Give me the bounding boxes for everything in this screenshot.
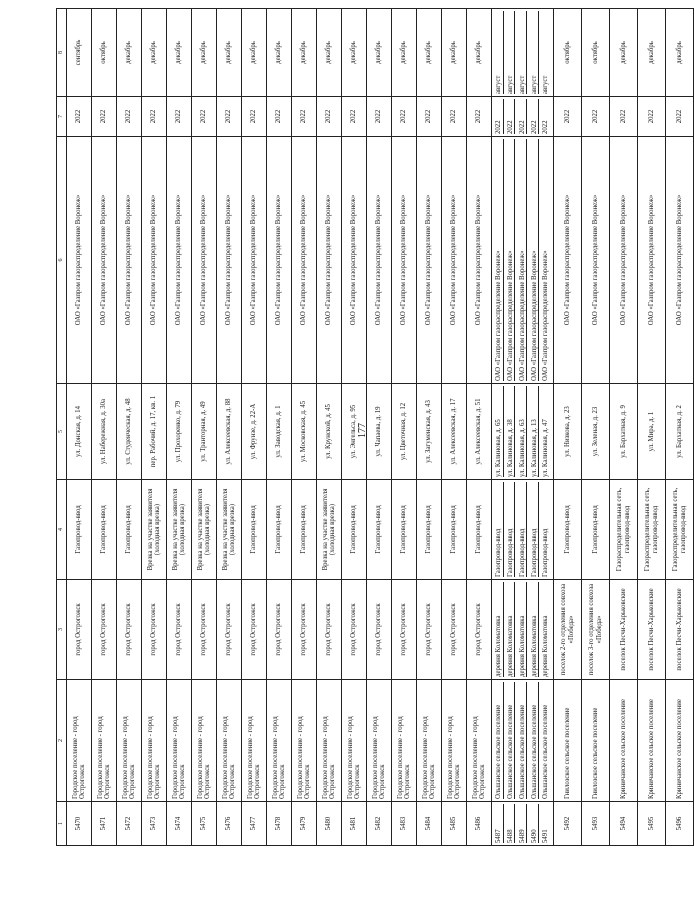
organization: ОАО «Газпром газораспределение Воронеж» xyxy=(467,137,492,384)
locality-name: город Острогожск xyxy=(367,580,392,680)
month: октябрь xyxy=(92,9,117,97)
month: декабрь xyxy=(167,9,192,97)
table-row xyxy=(417,9,442,846)
locality-name: город Острогожск xyxy=(217,580,242,680)
table-row xyxy=(217,9,242,846)
object-type: Газопровод-ввод xyxy=(117,480,142,580)
row-id: 5478 xyxy=(267,802,292,846)
row-id: 5491 xyxy=(542,829,550,843)
locality-name: деревня Коломатовка xyxy=(519,582,527,677)
locality-name: город Острогожск xyxy=(242,580,267,680)
row-id: 5484 xyxy=(417,802,442,846)
month: декабрь xyxy=(392,9,417,97)
organization: ОАО «Газпром газораспределение Воронеж» xyxy=(342,137,367,384)
organization: ОАО «Газпром газораспределение Воронеж» xyxy=(292,137,317,384)
year: 2022 xyxy=(267,97,292,137)
cell-stack-object xyxy=(492,482,553,577)
cell-stack-month xyxy=(492,11,553,94)
table-row xyxy=(442,9,467,846)
table-row xyxy=(342,9,367,846)
object-type: Врезка на участке заявителя (холодная врезка) xyxy=(317,480,342,580)
column-number: 4 xyxy=(57,480,67,580)
row-id: 5494 xyxy=(610,802,638,846)
table-row xyxy=(367,9,392,846)
object-type: Газопровод-ввод xyxy=(582,480,610,580)
cell-stack-locality xyxy=(492,582,553,677)
locality-name: город Острогожск xyxy=(67,580,92,680)
settlement-name: Городское поселение - город Острогожск xyxy=(342,680,367,802)
locality-name: город Острогожск xyxy=(267,580,292,680)
year: 2022 xyxy=(531,99,539,134)
row-id: 5489 xyxy=(519,804,527,843)
year: 2022 xyxy=(217,97,242,137)
table-body-olshanskoe xyxy=(492,9,554,846)
month: декабрь xyxy=(610,9,638,97)
gasification-table xyxy=(56,8,694,846)
row-id: 5487 xyxy=(495,804,503,843)
address: ул. Донская, д. 14 xyxy=(67,384,92,480)
object-type: Газопровод-ввод xyxy=(507,482,515,577)
locality-name: город Острогожск xyxy=(417,580,442,680)
object-type: Газопровод-ввод xyxy=(92,480,117,580)
month: декабрь xyxy=(117,9,142,97)
organization: ОАО «Газпром газораспределение Воронеж» xyxy=(638,137,666,384)
row-id: 5495 xyxy=(638,802,666,846)
row-id: 5470 xyxy=(67,802,92,846)
year: 2022 xyxy=(342,97,367,137)
object-type: Газопровод-ввод xyxy=(267,480,292,580)
table-row xyxy=(610,9,638,846)
object-type: Врезка на участке заявителя (холодная врезка) xyxy=(192,480,217,580)
month: декабрь xyxy=(666,9,694,97)
object-type: Газопровод-ввод xyxy=(467,480,492,580)
year: 2022 xyxy=(467,97,492,137)
settlement-name: Городское поселение - город Острогожск xyxy=(192,680,217,802)
organization: ОАО «Газпром газораспределение Воронеж» xyxy=(582,137,610,384)
organization: ОАО «Газпром газораспределение Воронеж» xyxy=(610,137,638,384)
settlement-name: Городское поселение - город Острогожск xyxy=(442,680,467,802)
organization: ОАО «Газпром газораспределение Воронеж» xyxy=(531,139,539,381)
locality-name: город Острогожск xyxy=(467,580,492,680)
locality-name: поселок Песчи-Харьковские xyxy=(610,580,638,680)
month: декабрь xyxy=(317,9,342,97)
month: декабрь xyxy=(467,9,492,97)
address: ул. Цветочная, д. 12 xyxy=(392,384,417,480)
settlement-name: Криничанское сельское поселение xyxy=(666,680,694,802)
address: ул. Прохоренко, д. 79 xyxy=(167,384,192,480)
locality-name: деревня Коломатовка xyxy=(542,615,550,677)
address: ул. Алексеевская, д. 51 xyxy=(467,384,492,480)
locality-name: деревня Коломатовка xyxy=(531,582,539,677)
month: сентябрь xyxy=(67,9,92,97)
year: 2022 xyxy=(442,97,467,137)
object-type: Газораспределительная сеть, газопровод-ввод xyxy=(666,480,694,580)
locality-name: город Острогожск xyxy=(92,580,117,680)
locality-name: город Острогожск xyxy=(442,580,467,680)
settlement-name: Городское поселение - город Острогожск xyxy=(317,680,342,802)
organization: ОАО «Газпром газораспределение Воронеж» xyxy=(367,137,392,384)
table-row xyxy=(392,9,417,846)
cell-stack-address xyxy=(492,386,553,477)
year: 2022 xyxy=(417,97,442,137)
organization: ОАО «Газпром газораспределение Воронеж» xyxy=(542,250,550,381)
year: 2022 xyxy=(242,97,267,137)
organization: ОАО «Газпром газораспределение Воронеж» xyxy=(92,137,117,384)
row-id: 5479 xyxy=(292,802,317,846)
table-row xyxy=(292,9,317,846)
table-body-city xyxy=(67,9,492,846)
month: декабрь xyxy=(367,9,392,97)
settlement-name: Городское поселение - город Острогожск xyxy=(67,680,92,802)
object-type: Газопровод-ввод xyxy=(242,480,267,580)
month: декабрь xyxy=(192,9,217,97)
address: ул. Транторная, д. 49 xyxy=(192,384,217,480)
table-row xyxy=(666,9,694,846)
year: 2022 xyxy=(167,97,192,137)
table-row xyxy=(92,9,117,846)
month: декабрь xyxy=(442,9,467,97)
locality-name: город Острогожск xyxy=(167,580,192,680)
object-type: Газопровод-ввод xyxy=(292,480,317,580)
locality-name: поселок Песчи-Харьковские xyxy=(666,580,694,680)
locality-name: город Острогожск xyxy=(317,580,342,680)
year: 2022 xyxy=(67,97,92,137)
settlement-name: Ольшанское сельское поселение xyxy=(495,682,503,799)
object-type: Врезка на участке заявителя (холодная врезка) xyxy=(142,480,167,580)
organization: ОАО «Газпром газораспределение Воронеж» xyxy=(242,137,267,384)
organization: ОАО «Газпром газораспределение Воронеж» xyxy=(167,137,192,384)
table-row xyxy=(192,9,217,846)
row-id: 5481 xyxy=(342,802,367,846)
organization: ОАО «Газпром газораспределение Воронеж» xyxy=(417,137,442,384)
address: ул. Алексеевская, д. 88 xyxy=(217,384,242,480)
organization: ОАО «Газпром газораспределение Воронеж» xyxy=(117,137,142,384)
object-type: Газопровод-ввод xyxy=(495,482,503,577)
organization: ОАО «Газпром газораспределение Воронеж» xyxy=(442,137,467,384)
table-row xyxy=(638,9,666,846)
object-type: Газопровод-ввод xyxy=(531,482,539,577)
settlement-name: Городское поселение - город Острогожск xyxy=(217,680,242,802)
organization: ОАО «Газпром газораспределение Воронеж» xyxy=(67,137,92,384)
column-number: 1 xyxy=(57,802,67,846)
row-id: 5496 xyxy=(666,802,694,846)
year: 2022 xyxy=(610,97,638,137)
settlement-name: Ольшанское сельское поселение xyxy=(519,682,527,799)
object-type: Врезка на участке заявителя (холодная врезка) xyxy=(167,480,192,580)
row-id: 5483 xyxy=(392,802,417,846)
month: август xyxy=(531,11,539,94)
address: ул. Калиновая, д. 47 xyxy=(542,419,550,477)
row-id: 5477 xyxy=(242,802,267,846)
column-number: 2 xyxy=(57,680,67,802)
year: 2022 xyxy=(317,97,342,137)
object-type: Газопровод-ввод xyxy=(367,480,392,580)
settlement-name: Городское поселение - город Острогожск xyxy=(292,680,317,802)
month: декабрь xyxy=(638,9,666,97)
table-row xyxy=(242,9,267,846)
table-row xyxy=(582,9,610,846)
settlement-name: Городское поселение - город Острогожск xyxy=(92,680,117,802)
organization: ОАО «Газпром газораспределение Воронеж» xyxy=(519,139,527,381)
row-id: 5475 xyxy=(192,802,217,846)
row-id: 5490 xyxy=(531,804,539,843)
year: 2022 xyxy=(519,99,527,134)
column-number-row xyxy=(57,9,67,846)
row-id: 5480 xyxy=(317,802,342,846)
address: ул. Набережная, д. 30а xyxy=(92,384,117,480)
settlement-name: Ольшанское сельское поселение xyxy=(542,704,550,799)
address: ул. Студенческая, д. 48 xyxy=(117,384,142,480)
cell-stack-year xyxy=(492,99,553,134)
locality-name: город Острогожск xyxy=(392,580,417,680)
month: декабрь xyxy=(267,9,292,97)
address: ул. Калиновая, д. 65 xyxy=(495,386,503,477)
object-type: Газопровод-ввод xyxy=(417,480,442,580)
object-type: Газопровод-ввод xyxy=(442,480,467,580)
settlement-name: Гнилозское сельское поселение xyxy=(554,680,582,802)
locality-name: поселок Песчи-Харьковские xyxy=(638,580,666,680)
row-id: 5474 xyxy=(167,802,192,846)
year: 2022 xyxy=(554,97,582,137)
address: пер. Рабочий, д. 17, кв. 1 xyxy=(142,384,167,480)
year: 2022 xyxy=(638,97,666,137)
month: август xyxy=(507,11,515,94)
object-type: Газопровод-ввод xyxy=(392,480,417,580)
organization: ОАО «Газпром газораспределение Воронеж» xyxy=(317,137,342,384)
year: 2022 xyxy=(542,120,550,134)
address: ул. Калиновая, д. 38 xyxy=(507,386,515,477)
organization: ОАО «Газпром газораспределение Воронеж» xyxy=(392,137,417,384)
cell-stack-org xyxy=(492,139,553,381)
month: август xyxy=(519,11,527,94)
column-number: 8 xyxy=(57,9,67,97)
month: декабрь xyxy=(292,9,317,97)
row-id: 5473 xyxy=(142,802,167,846)
address: ул. Бархатная, д. 2 xyxy=(666,384,694,480)
locality-name: город Острогожск xyxy=(117,580,142,680)
organization: ОАО «Газпром газораспределение Воронеж» xyxy=(267,137,292,384)
settlement-name: Городское поселение - город Острогожск xyxy=(392,680,417,802)
year: 2022 xyxy=(582,97,610,137)
address: ул. Загуменская, д. 43 xyxy=(417,384,442,480)
row-id: 5482 xyxy=(367,802,392,846)
month: август xyxy=(495,11,503,94)
month: октябрь xyxy=(582,9,610,97)
month: декабрь xyxy=(342,9,367,97)
table-row xyxy=(167,9,192,846)
settlement-name: Городское поселение - город Острогожск xyxy=(417,680,442,802)
organization: ОАО «Газпром газораспределение Воронеж» xyxy=(192,137,217,384)
column-number: 5 xyxy=(57,384,67,480)
address: ул. Калиновая, д. 63 xyxy=(519,386,527,477)
settlement-name: Городское поселение - город Острогожск xyxy=(242,680,267,802)
table-row xyxy=(117,9,142,846)
settlement-name: Ольшанское сельское поселение xyxy=(507,682,515,799)
address: ул. Алексеевская, д. 17 xyxy=(442,384,467,480)
address: ул. Мира, д. 1 xyxy=(638,384,666,480)
object-type: Газопровод-ввод xyxy=(554,480,582,580)
cell-stack-settlement xyxy=(492,682,553,799)
locality-name: деревня Коломатовка xyxy=(507,582,515,677)
month: август xyxy=(542,75,550,94)
table-row xyxy=(267,9,292,846)
row-id: 5486 xyxy=(467,802,492,846)
table-row xyxy=(67,9,92,846)
settlement-name: Городское поселение - город Острогожск xyxy=(142,680,167,802)
settlement-name: Ольшанское сельское поселение xyxy=(531,682,539,799)
address: ул. Фрунзе, д. 22-А xyxy=(242,384,267,480)
locality-name: город Острогожск xyxy=(292,580,317,680)
table-row xyxy=(142,9,167,846)
column-number: 7 xyxy=(57,97,67,137)
month: декабрь xyxy=(142,9,167,97)
month: декабрь xyxy=(217,9,242,97)
month: декабрь xyxy=(417,9,442,97)
organization: ОАО «Газпром газораспределение Воронеж» xyxy=(507,139,515,381)
row-id: 5471 xyxy=(92,802,117,846)
address: ул. Низкова, д. 23 xyxy=(554,384,582,480)
address: ул. Калиновая, д. 13 xyxy=(531,386,539,477)
address: ул. Энгельса, д. 95 xyxy=(342,384,367,480)
object-type: Газопровод-ввод xyxy=(519,482,527,577)
row-id: 5492 xyxy=(554,802,582,846)
year: 2022 xyxy=(666,97,694,137)
row-id: 5488 xyxy=(507,804,515,843)
settlement-name: Городское поселение - город Острогожск xyxy=(467,680,492,802)
settlement-name: Криничанское сельское поселение xyxy=(638,680,666,802)
locality-name: поселок 2-го отделения совхоза «Победа» xyxy=(554,580,582,680)
year: 2022 xyxy=(292,97,317,137)
organization: ОАО «Газпром газораспределение Воронеж» xyxy=(554,137,582,384)
row-id: 5485 xyxy=(442,802,467,846)
year: 2022 xyxy=(117,97,142,137)
object-type: Газопровод-ввод xyxy=(67,480,92,580)
month: декабрь xyxy=(242,9,267,97)
locality-name: город Острогожск xyxy=(142,580,167,680)
object-type: Газопровод-ввод xyxy=(342,480,367,580)
settlement-name: Городское поселение - город Острогожск xyxy=(267,680,292,802)
address: ул. Бархатная, д. 9 xyxy=(610,384,638,480)
year: 2022 xyxy=(495,99,503,134)
column-number: 3 xyxy=(57,580,67,680)
organization: ОАО «Газпром газораспределение Воронеж» xyxy=(142,137,167,384)
locality-name: поселок 3-го отделения совхоза «Победа» xyxy=(582,580,610,680)
year: 2022 xyxy=(367,97,392,137)
locality-name: город Острогожск xyxy=(342,580,367,680)
object-type: Газораспределительная сеть, газопровод-ввод xyxy=(638,480,666,580)
row-id: 5472 xyxy=(117,802,142,846)
year: 2022 xyxy=(392,97,417,137)
address: ул. Заводская, д. 1 xyxy=(267,384,292,480)
address: ул. Зеленая, д. 23 xyxy=(582,384,610,480)
row-id: 5493 xyxy=(582,802,610,846)
table-body-rural xyxy=(554,9,694,846)
year: 2022 xyxy=(142,97,167,137)
table-row-group xyxy=(492,9,554,846)
page-number: 177 xyxy=(357,423,368,438)
settlement-name: Городское поселение - город Острогожск xyxy=(167,680,192,802)
cell-stack-id xyxy=(492,804,553,843)
table-row xyxy=(317,9,342,846)
address: ул. Крунской, д. 45 xyxy=(317,384,342,480)
object-type: Врезка на участке заявителя (холодная врезка) xyxy=(217,480,242,580)
locality-name: деревня Коломатовка xyxy=(495,582,503,677)
settlement-name: Гнилозское сельское поселение xyxy=(582,680,610,802)
address: ул. Чапаева, д. 19 xyxy=(367,384,392,480)
year: 2022 xyxy=(507,99,515,134)
settlement-name: Городское поселение - город Острогожск xyxy=(117,680,142,802)
settlement-name: Криничанское сельское поселение xyxy=(610,680,638,802)
table-row xyxy=(467,9,492,846)
object-type: Газораспределительная сеть, газопровод-ввод xyxy=(610,480,638,580)
year: 2022 xyxy=(92,97,117,137)
object-type: Газопровод-ввод xyxy=(542,528,550,577)
row-id: 5476 xyxy=(217,802,242,846)
rotated-table-wrapper xyxy=(56,9,687,846)
column-number: 6 xyxy=(57,137,67,384)
locality-name: город Острогожск xyxy=(192,580,217,680)
organization: ОАО «Газпром газораспределение Воронеж» xyxy=(495,139,503,381)
address: ул. Московская, д. 45 xyxy=(292,384,317,480)
year: 2022 xyxy=(192,97,217,137)
organization: ОАО «Газпром газораспределение Воронеж» xyxy=(666,137,694,384)
table-row xyxy=(554,9,582,846)
month: октябрь xyxy=(554,9,582,97)
settlement-name: Городское поселение - город Острогожск xyxy=(367,680,392,802)
organization: ОАО «Газпром газораспределение Воронеж» xyxy=(217,137,242,384)
